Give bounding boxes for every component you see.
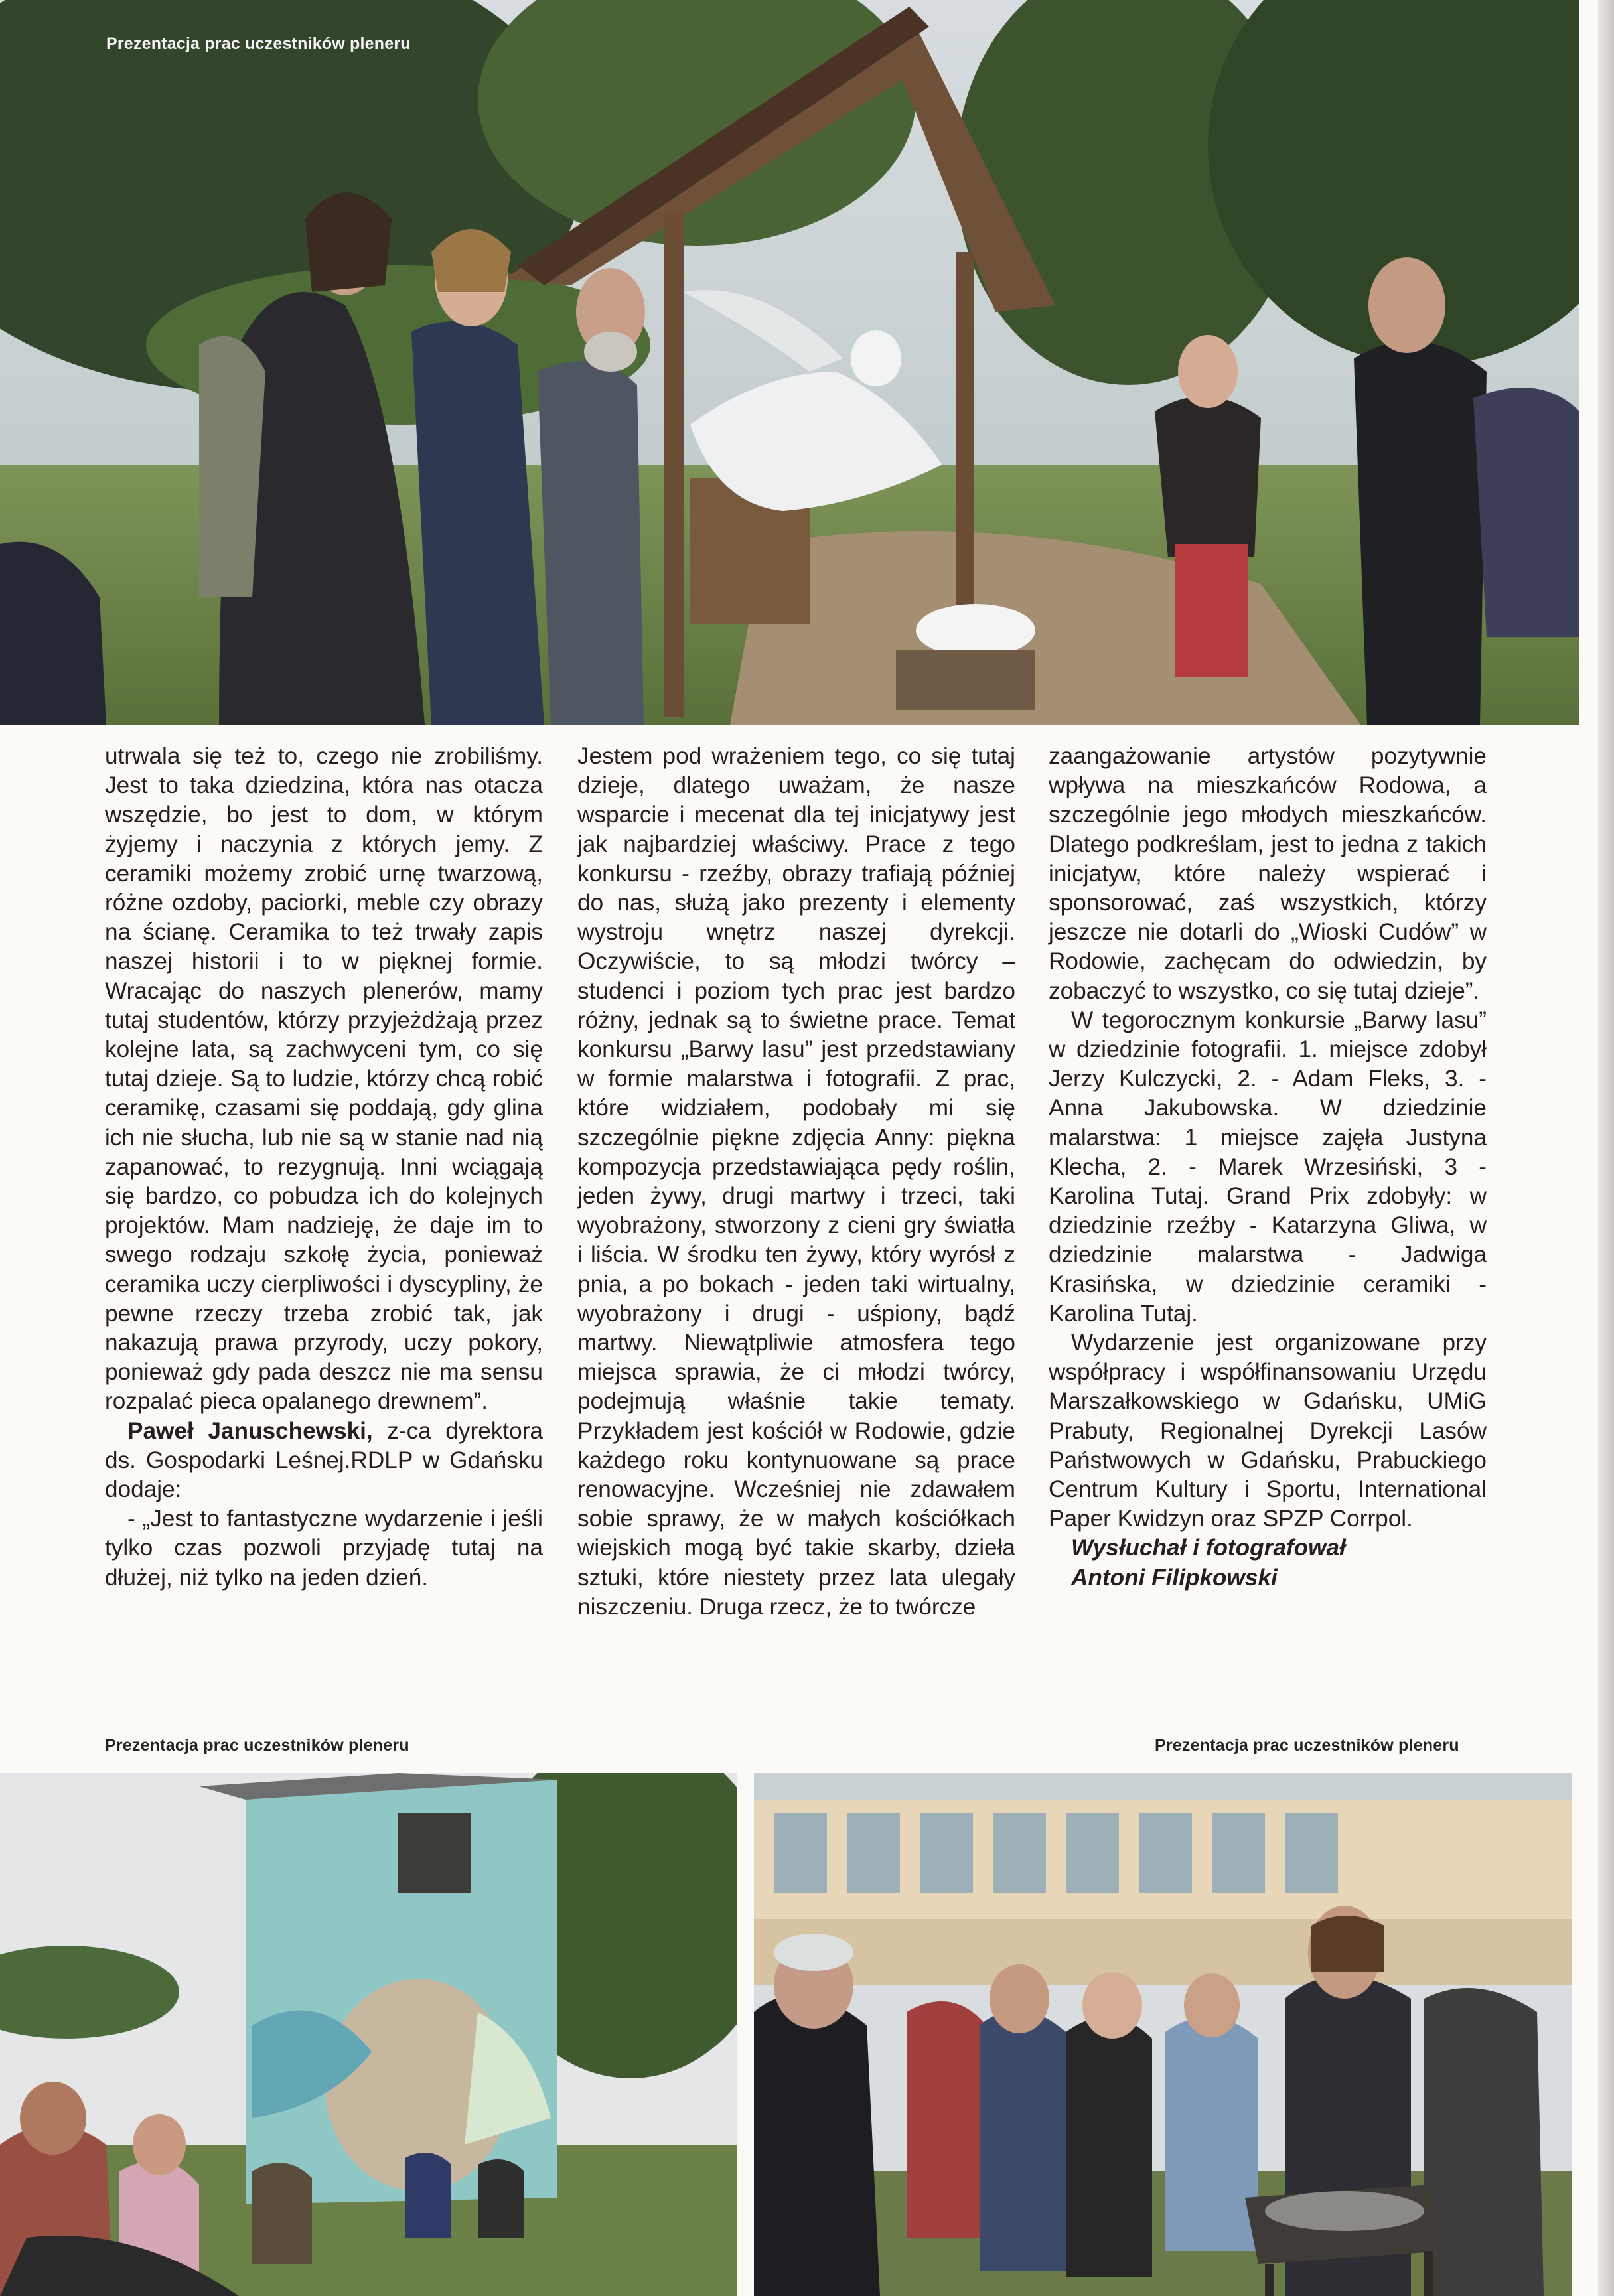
article-column-2	[577, 742, 1015, 1622]
photo-mural-building	[0, 1773, 737, 2296]
bottom-right-caption: Prezentacja prac uczestników pleneru	[1155, 1736, 1459, 1755]
article-paragraph-results: W tegorocznym konkursie „Barwy lasu” w dziedzinie fotografii. 1. miejsce zdobył Jerzy Kulczycki, 2. - Adam Fleks, 3. - Anna Jakubowska. W dziedzinie malarstwa: 1 miejsce zajęła Justyna Klecha, 2. - Marek Wrzesiński, 3 - Karolina Tutaj. Grand Prix zdobyły: w dziedzinie rzeźby - Katarzyna Gliwa, w dziedzinie malarstwa - Jadwiga Krasińska, w dziedzinie ceramiki - Karolina Tutaj.	[1049, 1007, 1487, 1327]
speaker-intro	[105, 1417, 543, 1505]
speaker-role: z-ca dyrektora ds. Gospodarki Leśnej.RDLP w Gdańsku dodaje:	[105, 1417, 543, 1503]
article-paragraph: Jestem pod wrażeniem tego, co się tutaj dzieje, dlatego uważam, że nasze wsparcie i mecenat dla tej inicjatywy jest jak najbardziej właściwy. Prace z tego konkursu - rzeźby, obrazy trafiają później do nas, służą jako prezenty i elementy wystroju wnętrz naszej dyrekcji. Oczywiście, to są młodzi twórcy – studenci i poziom tych prac jest bardzo różny, jednak są to świetne prace. Temat konkursu „Barwy lasu” jest przedstawiany w formie malarstwa i fotografii. Z prac, które widziałem, podobały mi się szczególnie piękne zdjęcia Anny: piękna kompozycja przedstawiająca pędy roślin, jeden żywy, drugi martwy i trzeci, taki wyobrażony, stworzony z cieni gry światła i liścia. W środku ten żywy, który wyrósł z pnia, a po bokach - jeden taki wirtualny, wyobrażony i drugi - uśpiony, bądź martwy. Niewątpliwie atmosfera tego miejsca sprawia, że ci młodzi twórcy, podejmują właśnie takie tematy. Przykładem jest kościół w Rodowie, gdzie każdego roku kontynuowane są prace renowacyjne. Wcześniej nie zdawałem sobie sprawy, że w małych kościółkach wiejskich mogą być takie skarby, dzieła sztuki, które niestety przez lata ulegały niszczeniu. Druga rzecz, że to twórcze	[577, 743, 1015, 1620]
page-edge	[1598, 0, 1614, 2296]
signature-line-1: Wysłuchał i fotografował	[1071, 1535, 1346, 1561]
article-paragraph: zaangażowanie artystów pozytywnie wpływa na mieszkańców Rodowa, a szczególnie jego młodych mieszkańców. Dlatego podkreślam, jest to jedna z takich inicjatyw, które należy wspierać i sponsorować, zaś wszystkich, którzy jeszcze nie dotarli do „Wioski Cudów” w Rodowie, zachęcam do odwiedzin, by zobaczyć to wszystko, co się tutaj dzieje”.	[1049, 743, 1487, 1004]
speaker-name: Paweł Januschewski,	[127, 1417, 373, 1444]
article-column-1	[105, 742, 543, 1593]
top-photo-caption: Prezentacja prac uczestników pleneru	[106, 35, 411, 53]
signature-author: Antoni Filipkowski	[1071, 1564, 1278, 1591]
article-paragraph: utrwala się też to, czego nie zrobiliśmy. Jest to taka dziedzina, która nas otacza wszędzie, bo jest to dom, w którym żyjemy i naczynia z których jemy. Z ceramiki możemy zrobić urnę twarzową, różne ozdoby, paciorki, meble czy obrazy na ścianę. Ceramika to też trwały zapis naszej historii i to w pięknej formie. Wracając do naszych plenerów, mamy tutaj studentów, którzy przyjeżdżają przez kolejne lata, są zachwyceni tym, co się tutaj dzieje. Są to ludzie, którzy chcą robić ceramikę, czasami się poddają, gdy glina ich nie słucha, lub nie są w stanie nad nią zapanować, to rezygnują. Inni wciągają się bardzo, co pobudza ich do kolejnych projektów. Mam nadzieję, że daje im to swego rodzaju szkołę życia, ponieważ ceramika uczy cierpliwości i dyscypliny, że pewne rzeczy trzeba zrobić tak, jak nakazują prawa przyrody, uczy pokory, ponieważ gdy pada deszcz nie ma sensu rozpalać pieca opalanego drewnem”.	[105, 743, 543, 1415]
photo-top-angel-sculpture	[0, 0, 1579, 725]
speaker-quote: - „Jest to fantastyczne wydarzenie i jeśli tylko czas pozwoli przyjadę tutaj na dłużej, niż tylko na jeden dzień.	[105, 1506, 543, 1591]
article-column-3	[1049, 742, 1487, 1593]
article-paragraph-organizers: Wydarzenie jest organizowane przy współpracy i współfinansowaniu Urzędu Marszałkowskiego w Gdańsku, UMiG Prabuty, Regionalnej Dyrekcji Lasów Państwowych w Gdańsku, Prabuckiego Centrum Kultury i Sportu, International Paper Kwidzyn oraz SPZP Corrpol.	[1049, 1330, 1487, 1532]
photo-ceramics-presentation	[754, 1773, 1572, 2296]
bottom-left-caption: Prezentacja prac uczestników pleneru	[105, 1736, 409, 1755]
